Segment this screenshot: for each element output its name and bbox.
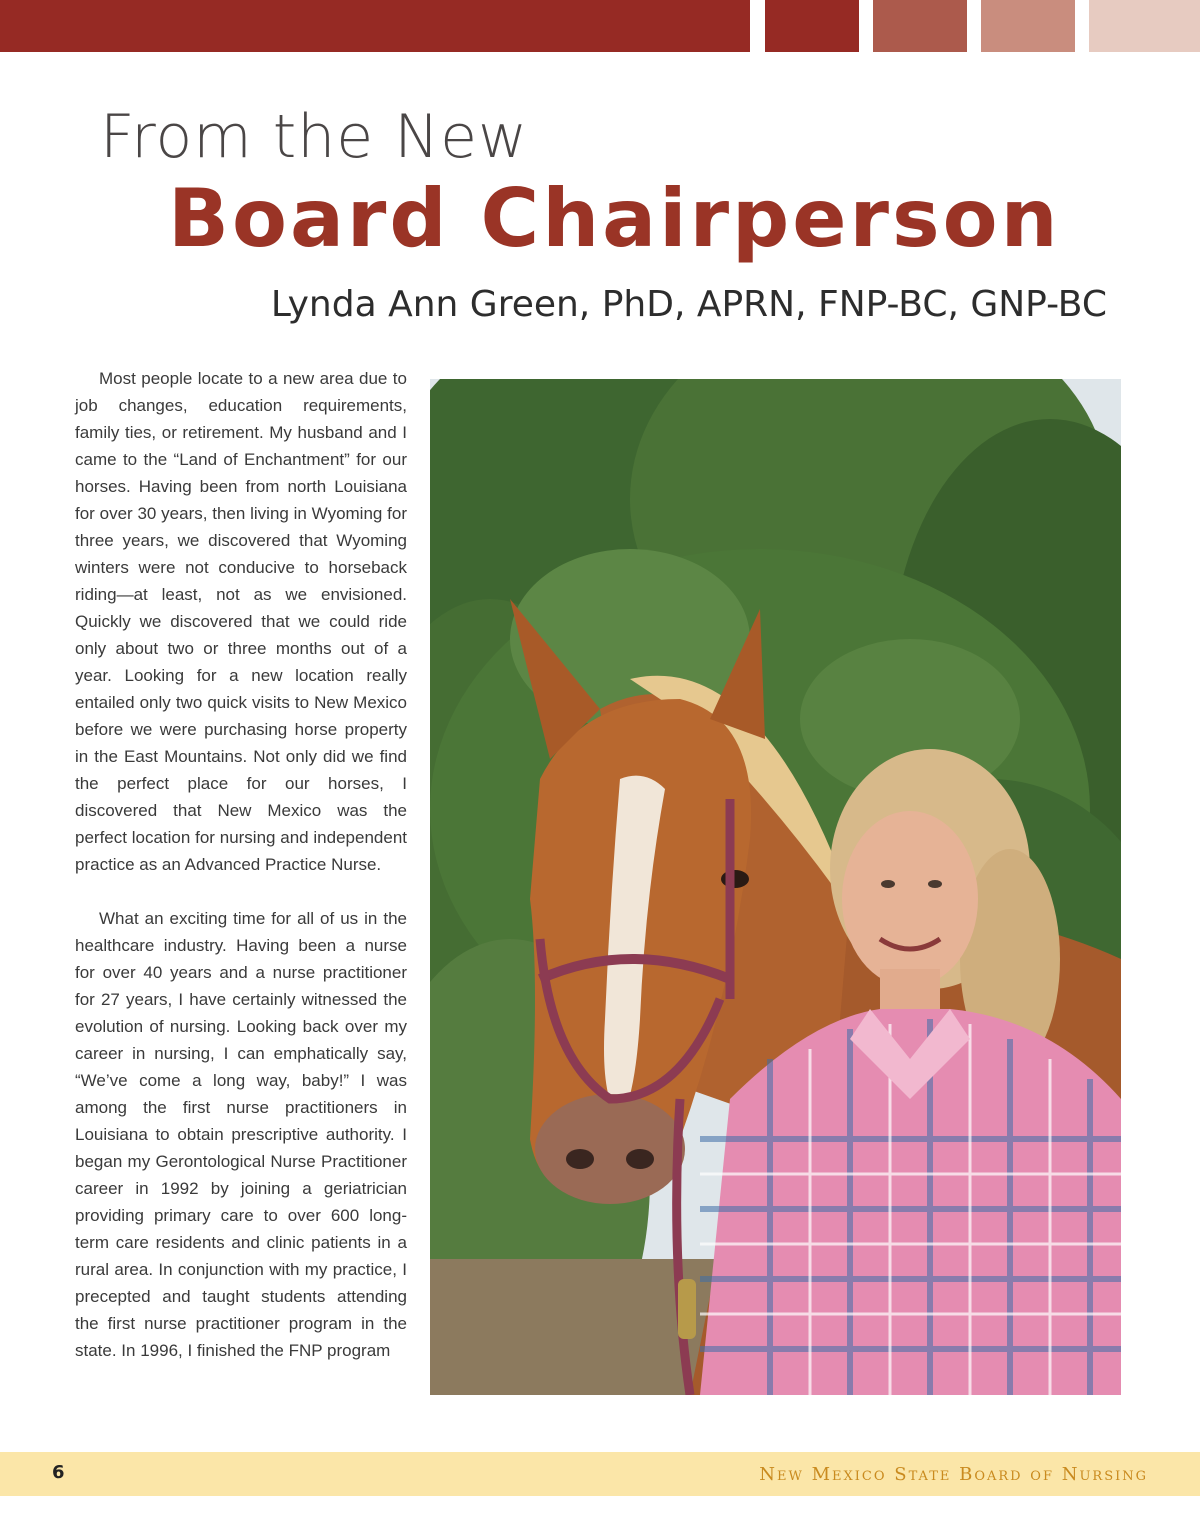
- header-color-block: [1089, 0, 1200, 52]
- page-title-line2: Board Chairperson: [168, 172, 1061, 265]
- author-byline: Lynda Ann Green, PhD, APRN, FNP-BC, GNP-BC: [270, 284, 1107, 325]
- page-footer: [0, 1452, 1200, 1496]
- header-color-block: [765, 0, 859, 52]
- page-number: 6: [52, 1462, 65, 1483]
- page-title-line1: From the New: [100, 102, 529, 172]
- author-with-horse-photo: [430, 379, 1121, 1395]
- article-paragraph: What an exciting time for all of us in the healthcare industry. Having been a nurse for over 40 years and a nurse practitioner for 27 years, I have certainly witnessed the evolution of nursing. Looking back over my career in nursing, I can emphatically say, “We’ve come a long way, baby!” I was among the first nurse practitioners in Louisiana to obtain prescriptive authority. I began my Gerontological Nurse Practitioner career in 1992 by joining a geriatrician providing primary care to over 600 long-term care residents and clinic patients in a rural area. In conjunction with my practice, I precepted and taught students attending the first nurse practitioner program in the state. In 1996, I finished the FNP program: [75, 909, 407, 1360]
- publication-name: New Mexico State Board of Nursing: [759, 1464, 1148, 1485]
- header-color-bar: [0, 0, 750, 52]
- header-color-block: [873, 0, 967, 52]
- article-paragraph: Most people locate to a new area due to job changes, education requirements, family ties, or retirement. My husband and I came to the “Land of Enchantment” for our horses. Having been from north Louisiana for over 30 years, then living in Wyoming for three years, we discovered that Wyoming winters were not conducive to horseback riding—at least, not as we envisioned. Quickly we discovered that we could ride only about two or three months out of a year. Looking for a new location really entailed only two quick visits to New Mexico before we were purchasing horse property in the East Mountains. Not only did we find the perfect place for our horses, I discovered that New Mexico was the perfect location for nursing and independent practice as an Advanced Practice Nurse.: [75, 369, 407, 874]
- header-color-block: [981, 0, 1075, 52]
- article-body: [75, 365, 407, 1391]
